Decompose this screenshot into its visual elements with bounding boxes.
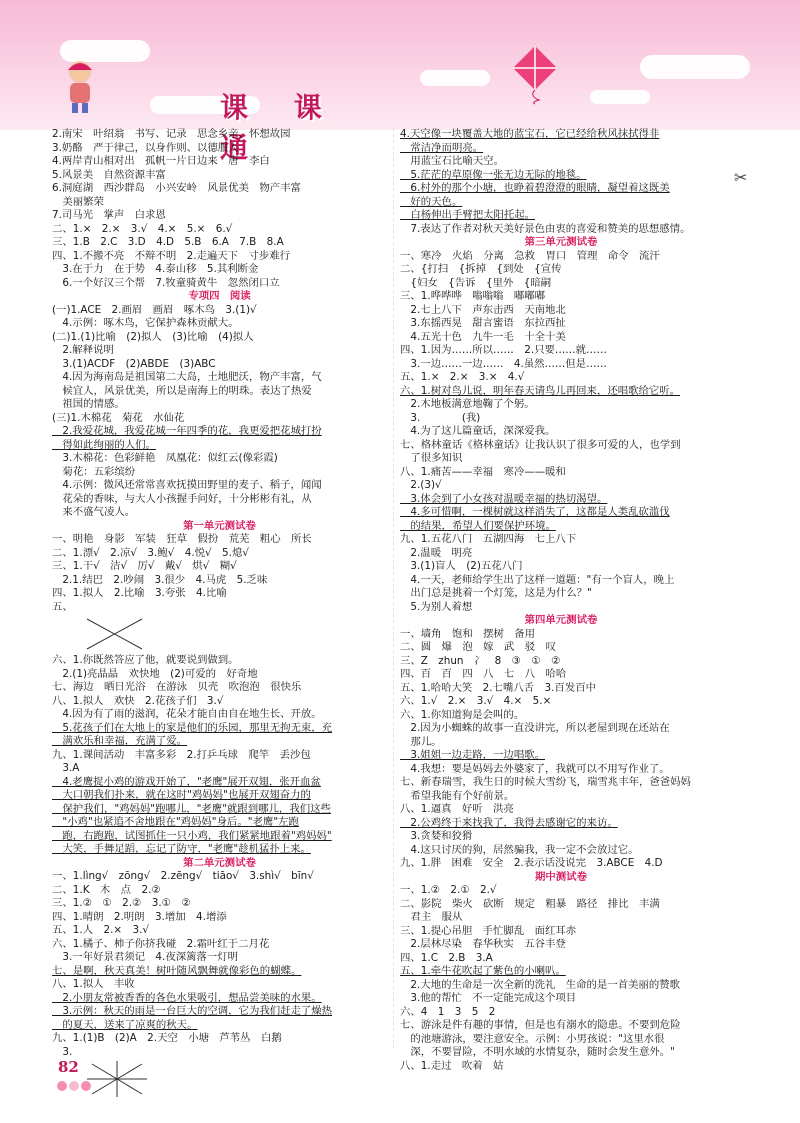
answer-line: 跑，右跑跑，试图抓住一只小鸡，我们紧紧地跟着"鸡妈妈" (52, 829, 332, 842)
answer-line: 保护我们，"鸡妈妈"跑哪儿，"老鹰"就跟到哪儿，我们这些 (52, 802, 331, 815)
answer-line: 2.七上八下 声东击西 天南地北 (400, 303, 566, 316)
crossed-lines-sketch (52, 614, 387, 654)
section-heading: 第二单元测试卷 (183, 856, 256, 869)
answer-line: 九、1.课间活动 丰富多彩 2.打乒乓球 爬竿 丢沙包 (52, 748, 311, 761)
answer-line: 三、1.② ① 2.② 3.① ② (52, 897, 191, 909)
answer-line: 出门总是挑着一个灯笼，这是为什么？" (400, 587, 592, 599)
section-heading: 期中测试卷 (535, 870, 587, 883)
answer-line: 3. (我) (400, 411, 481, 424)
answer-line: 六、1.树对鸟儿说，明年春天请鸟儿再回来，还唱歌给它听。 (400, 384, 681, 397)
answer-line: 七、海边 晒日光浴 在游泳 贝壳 吹泡泡 很快乐 (52, 681, 302, 693)
answer-line: 白杨伸出手臂把太阳托起。 (400, 209, 536, 221)
answer-line: 2.木地板满意地鞠了个躬。 (400, 398, 535, 410)
answer-line: 八、1.走过 吹着 姑 (400, 1059, 504, 1072)
answer-line: 大口朝我们扑来，就在这时"鸡妈妈"也展开双翅奋力的 (52, 789, 311, 801)
answer-line: 2.(3)√ (400, 479, 442, 491)
answer-line: 三、1.提心吊胆 手忙脚乱 面红耳赤 (400, 924, 577, 937)
answer-line: 4.因为有了雨的滋润，花朵才能自由自在地生长、开放。 (52, 708, 322, 720)
answer-line: 七、游泳是件有趣的事情，但是也有溺水的隐患。不要到危险 (400, 1019, 681, 1031)
answer-line: 4.我想：要是妈妈去外婆家了，我就可以不用写作业了。 (400, 762, 670, 775)
answer-line: 3.一边……一边…… 4.虽然……但是…… (400, 357, 607, 370)
star-lines-sketch (52, 1059, 387, 1099)
answer-line: 3.在于力 在于势 4.泰山移 5.其利断金 (52, 263, 259, 275)
answer-line: 2.大地的生命是一次全新的洗礼 生命的是一首美丽的赞歌 (400, 978, 681, 991)
answer-line: 的夏天，送来了凉爽的秋天。 (52, 1018, 198, 1031)
answer-line: 4.为了这儿篇童话，深深爱我。 (400, 425, 556, 437)
answer-line: (一)1.ACE 2.画眉 画眉 啄木鸟 3.(1)√ (52, 303, 257, 316)
answer-line: 六、4 1 3 5 2 (400, 1005, 496, 1018)
answer-line: 一、明艳 身影 军装 狂草 假扮 荒芜 粗心 所长 (52, 533, 312, 545)
answer-line: 2.解释说明 (52, 344, 114, 356)
answer-line: 美丽繁荣 (52, 195, 104, 208)
answer-line: 四、1.不搬不亮 不辩不明 2.走遍天下 寸步难行 (52, 249, 291, 262)
answer-line: 六、1.√ 2.× 3.√ 4.× 5.× (400, 695, 552, 707)
answer-line: 7.司马光 掌声 白求恩 (52, 209, 166, 221)
answer-line: 九、1.胖 困难 安全 2.表示话没说完 3.ABCE 4.D (400, 857, 663, 869)
section-heading: 专项四 阅读 (188, 290, 251, 302)
answer-line: 花朵的香味，与大人小孩握手问好，十分彬彬有礼，从 (52, 492, 312, 505)
answer-line: 了很多知识 (400, 452, 463, 464)
answer-line: 五、1.人 2.× 3.√ (52, 924, 150, 936)
answer-line: 4.示例：微风还常常喜欢抚摸田野里的麦子、稻子，闻闻 (52, 479, 322, 491)
section-heading: 第三单元测试卷 (524, 236, 598, 248)
answer-line: 五、1.哈哈大笑 2.七嘴八舌 3.百发百中 (400, 681, 596, 694)
answer-line: 四、1.C 2.B 3.A (400, 951, 493, 964)
answer-line: 一、墙角 饱和 摆树 备用 (400, 627, 536, 640)
answer-line: 一、1.lìng√ zōng√ 2.zēng√ tiāo√ 3.shì√ bīn√ (52, 870, 314, 882)
answer-line: 4.天空像一块覆盖大地的蓝宝石，它已经给秋风抹拭得非 (400, 128, 660, 140)
answer-line: 2.温暖 明亮 (400, 546, 473, 559)
page-number: 82 (58, 1058, 79, 1076)
answer-line: 2.(1)亮晶晶 欢快地 (2)可爱的 好奇地 (52, 667, 258, 680)
page-title: 课 课 通 (220, 91, 340, 164)
answer-line: 二、1.× 2.× 3.√ 4.× 5.× 6.√ (52, 222, 233, 235)
answer-line: 4.五光十色 九牛一毛 十全十美 (400, 330, 566, 343)
answer-line: 4.因为海南岛是祖国第二大岛，土地肥沃，物产丰富，气 (52, 371, 322, 383)
answer-line: 一、1.② 2.① 2.√ (400, 884, 497, 896)
left-answer-column (52, 128, 387, 1099)
answer-line: 八、1.拟人 欢快 2.花孩子们 3.√ (52, 694, 224, 707)
answer-line: 常洁净而明亮。 (400, 141, 484, 154)
answer-line: 七、是啊，秋天真美！树叶随风飘舞就像彩色的蝴蝶。 (52, 964, 302, 977)
answer-line: 2.因为小蜘蛛的故事一直没讲完，所以老屋到现在还站在 (400, 722, 670, 734)
scissors-icon: ✂ (734, 168, 748, 187)
answer-line: 2.我爱花城，我爱花城一年四季的花，我更爱把花城打扮 (52, 425, 322, 437)
answer-line: 五、1.× 2.× 3.× 4.√ (400, 371, 525, 383)
answer-line: 二、1.K 木 点 2.② (52, 883, 161, 896)
answer-line: 5.茫茫的草原像一张无边无际的地毯。 (400, 168, 587, 181)
answer-line: 七、新春瑞雪，我生日的时候大雪纷飞，瑞雪兆丰年，爸爸妈妈 (400, 776, 691, 788)
answer-line: 四、百 百 四 八 七 八 哈哈 (400, 668, 567, 680)
answer-line: 八、1.拟人 丰收 (52, 978, 135, 990)
answer-line: 4.示例：啄木鸟，它保护森林贡献大。 (52, 317, 239, 329)
answer-line: 候宜人，风景优美，所以是南海上的明珠。表达了热爱 (52, 384, 312, 397)
answer-line: 六、1.你知道狗是会叫的。 (400, 708, 525, 721)
answer-line: 2.层林尽染 春华秋实 五谷丰登 (400, 938, 566, 950)
answer-line: 3.他的帮忙 不一定能完成这个项目 (400, 992, 577, 1004)
section-heading: 第一单元测试卷 (183, 519, 256, 532)
answer-line: 二、圆 爆 泡 嫁 武 驳 叹 (400, 641, 556, 653)
child-illustration-icon (52, 56, 108, 116)
answer-line: 5.花孩子们在大地上的家是他们的乐园，那里无拘无束，充 (52, 721, 333, 734)
answer-line: 3. (52, 1045, 73, 1058)
answer-line: 六、1.你既然答应了他，就要说到做到。 (52, 654, 239, 666)
answer-line: 六、1.橘子、柿子你挤我碰 2.霜叶红于二月花 (52, 937, 270, 950)
answer-line: 君主 服从 (400, 911, 463, 923)
answer-line: 5.风景美 自然资源丰富 (52, 168, 166, 181)
answer-line: 九、1.五花八门 五湖四海 七上八下 (400, 533, 577, 545)
answer-line: 2.公鸡终于来找我了，我得去感谢它的来访。 (400, 816, 618, 829)
answer-line: 大笑，手舞足蹈，忘记了防守，"老鹰"趁机猛扑上来。 (52, 843, 311, 855)
answer-line: 希望我能有个好前景。 (400, 789, 515, 802)
answer-line: 4.老鹰捉小鸡的游戏开始了，"老鹰"展开双翅，张开血盆 (52, 775, 321, 788)
answer-line: 的池塘游泳，要注意安全。示例：小男孩说："这里水很 (400, 1032, 665, 1045)
answer-line: 6.村外的那个小塘，也睁着碧澄澄的眼睛，凝望着这既美 (400, 182, 670, 194)
answer-line: {妇女 {告诉 {里外 {暗嗣 (400, 276, 552, 289)
answer-line: 2.1.结巴 2.吵闹 3.很少 4.马虎 5.乏味 (52, 573, 268, 586)
answer-line: 3.奶酪 严于律己，以身作则、以德服人 (52, 141, 239, 154)
answer-line: 来不盛气凌人。 (52, 506, 136, 518)
answer-line: "小鸡"也紧追不舍地跟在"鸡妈妈"身后。"老鹰"左跑 (52, 816, 299, 828)
answer-line: 3.体会到了小女孩对温暖幸福的热切渴望。 (400, 492, 608, 505)
answer-line: 四、1.因为……所以…… 2.只要……就…… (400, 344, 607, 356)
answer-line: 4.两岸青山相对出 孤帆一片日边来 唐 李白 (52, 155, 270, 167)
cloud-decoration (590, 90, 650, 104)
answer-line: 3.姐姐一边走路，一边唱歌。 (400, 749, 545, 761)
answer-line: 五、1.牵牛花吹起了紫色的小喇叭。 (400, 965, 566, 977)
answer-line: 3.一年好景君须记 4.夜深篱落一灯明 (52, 951, 239, 963)
answer-line: 三、Z zhun 冫 8 ③ ① ② (400, 654, 561, 667)
answer-line: 满欢乐和幸福，充满了爱。 (52, 735, 188, 747)
answer-line: 的结果，希望人们要保护环境。 (400, 519, 556, 532)
column-divider (393, 128, 394, 1048)
answer-line: 九、1.(1)B (2)A 2.天空 小塘 芦苇丛 白鹅 (52, 1032, 282, 1044)
answer-line: 3.A (52, 762, 80, 774)
answer-line: 4.多可惜啊，一棵树就这样消失了，这都是人类乱砍滥伐 (400, 506, 670, 518)
answer-line: 4.一天，老师给学生出了这样一道题："有一个盲人，晚上 (400, 573, 675, 586)
section-heading: 第四单元测试卷 (524, 614, 598, 626)
answer-line: 3.贪婪和狡猾 (400, 830, 473, 842)
answer-line: 好的天色。 (400, 195, 463, 208)
answer-line: 5.为别人着想 (400, 600, 473, 613)
cloud-decoration (640, 55, 750, 79)
right-answer-column (400, 128, 722, 1073)
answer-line: 3.(1)盲人 (2)五花八门 (400, 560, 523, 572)
flower-decoration-icon (54, 1078, 94, 1094)
cloud-decoration (420, 70, 490, 86)
answer-line: 得如此绚丽的人们。 (52, 438, 156, 451)
answer-line: 6.一个好汉三个帮 7.牧童骑黄牛 忽然闭口立 (52, 276, 280, 289)
kite-icon (505, 44, 565, 104)
answer-line: 祖国的情感。 (52, 398, 125, 410)
answer-line: (三)1.木棉花 菊花 水仙花 (52, 411, 185, 424)
answer-line: 2.小朋友常被香香的各色水果吸引，想品尝美味的水果。 (52, 991, 322, 1004)
answer-line: (二)1.(1)比喻 (2)拟人 (3)比喻 (4)拟人 (52, 330, 254, 343)
answer-line: 二、{打扫 {拆掉 {到处 {宣传 (400, 263, 562, 275)
answer-line: 二、影院 柴火 砍断 规定 粗暴 路径 排比 丰满 (400, 897, 660, 910)
answer-line: 五、 (52, 600, 73, 613)
answer-line: 3.示例：秋天的雨是一台巨大的空调，它为我们赶走了燥热 (52, 1005, 333, 1017)
answer-line: 深，不要冒险，不明水域的水情复杂，随时会发生意外。" (400, 1046, 675, 1058)
answer-line: 三、1.B 2.C 3.D 4.D 5.B 6.A 7.B 8.A (52, 236, 284, 248)
answer-line: 四、1.拟人 2.比喻 3.夸张 4.比喻 (52, 587, 227, 599)
answer-line: 6.洞庭湖 西沙群岛 小兴安岭 风景优美 物产丰富 (52, 182, 301, 194)
answer-line: 三、1.干√ 洁√ 厉√ 戴√ 烘√ 糊√ (52, 560, 237, 572)
answer-line: 四、1.晴朗 2.明朗 3.增加 4.增添 (52, 910, 227, 923)
answer-line: 一、寒冷 火焰 分离 急救 胃口 管理 命令 流汗 (400, 249, 660, 262)
answer-line: 4.这只讨厌的狗，居然骗我，我一定不会放过它。 (400, 843, 639, 856)
answer-line: 3.木棉花：色彩鲜艳 凤凰花：似红云(像彩霞) (52, 452, 278, 464)
answer-line: 菊花：五彩缤纷 (52, 465, 136, 478)
answer-line: 2.南宋 叶绍翁 书写、记录 思念乡亲、怀想故园 (52, 128, 291, 140)
answer-line: 三、1.哗哗哗 嗡嗡嗡 嘟嘟嘟 (400, 290, 545, 302)
answer-line: 3.东摇西晃 甜言蜜语 东拉西扯 (400, 317, 566, 329)
answer-line: 二、1.漂√ 2.凉√ 3.鲍√ 4.悦√ 5.熄√ (52, 546, 249, 559)
answer-line: 八、1.逼真 好听 洪亮 (400, 803, 514, 815)
answer-line: 那儿。 (400, 735, 442, 748)
answer-line: 用蓝宝石比喻天空。 (400, 155, 504, 167)
answer-line: 七、格林童话《格林童话》让我认识了很多可爱的人，也学到 (400, 438, 681, 451)
answer-line: 八、1.痛苦——幸福 寒冷——暖和 (400, 465, 566, 478)
answer-line: 3.(1)ACDF (2)ABDE (3)ABC (52, 357, 216, 370)
answer-line: 7.表达了作者对秋天美好景色由衷的喜爱和赞美的思想感情。 (400, 222, 691, 235)
